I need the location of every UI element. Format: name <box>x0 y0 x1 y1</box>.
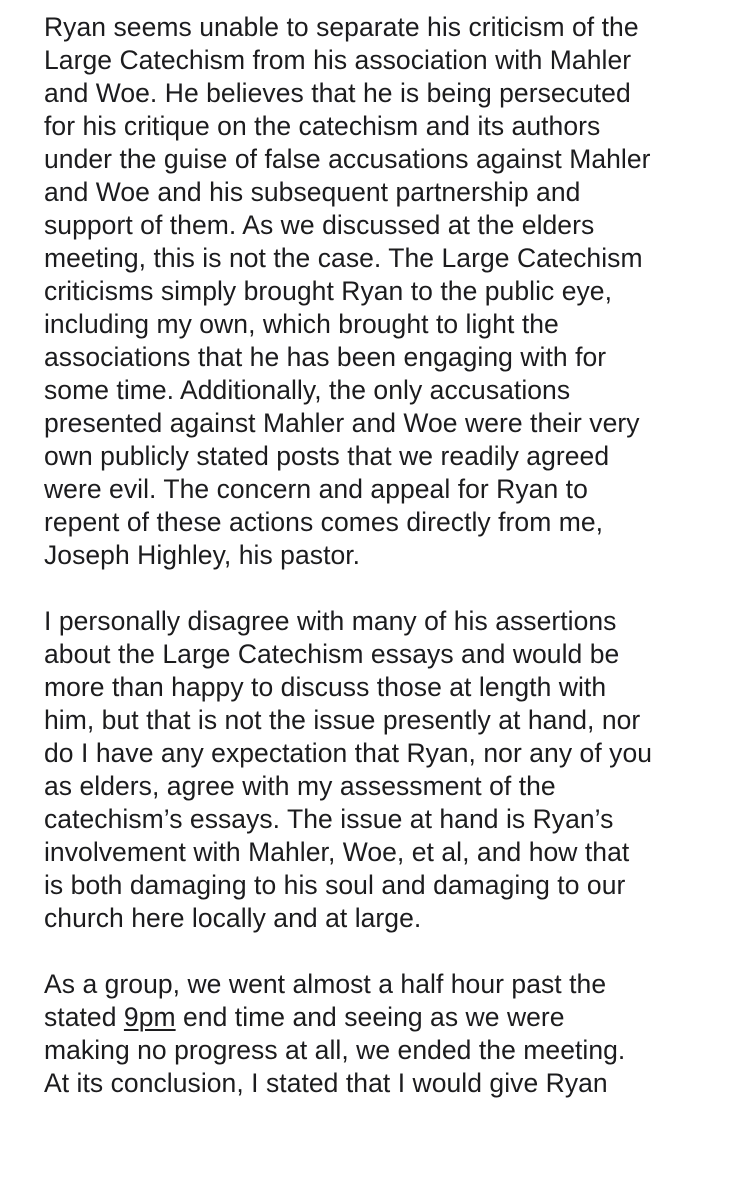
text-line: some time. Additionally, the only accusations <box>44 375 571 405</box>
text-line: making no progress at all, we ended the meeting. <box>44 1035 626 1065</box>
text-line: under the guise of false accusations against Mahler <box>44 144 651 174</box>
text-line: is both damaging to his soul and damaging to our <box>44 870 626 900</box>
text-line: for his critique on the catechism and its authors <box>44 111 601 141</box>
text-line: were evil. The concern and appeal for Ryan to <box>44 474 588 504</box>
text-line: him, but that is not the issue presently at hand, nor <box>44 705 641 735</box>
text-segment: end time and seeing as we were <box>175 1002 565 1032</box>
text-line: own publicly stated posts that we readily agreed <box>44 441 610 471</box>
text-line: meeting, this is not the case. The Large Catechism <box>44 243 643 273</box>
text-line: At its conclusion, I stated that I would give Ryan <box>44 1068 608 1098</box>
text-line: Ryan seems unable to separate his criticism of the <box>44 12 639 42</box>
text-line: involvement with Mahler, Woe, et al, and how that <box>44 837 630 867</box>
text-segment: stated <box>44 1002 124 1032</box>
text-line: do I have any expectation that Ryan, nor any of you <box>44 738 653 768</box>
text-line-with-link <box>44 1000 565 1034</box>
text-line: associations that he has been engaging with for <box>44 342 607 372</box>
text-line: more than happy to discuss those at length with <box>44 672 607 702</box>
text-line: presented against Mahler and Woe were their very <box>44 408 640 438</box>
text-line: As a group, we went almost a half hour past the <box>44 969 607 999</box>
text-line: Large Catechism from his association with Mahler <box>44 45 632 75</box>
text-line: I personally disagree with many of his assertions <box>44 606 617 636</box>
text-line: church here locally and at large. <box>44 903 422 933</box>
text-line: catechism’s essays. The issue at hand is Ryan’s <box>44 804 614 834</box>
time-link[interactable]: 9pm <box>123 1002 176 1032</box>
text-line: repent of these actions comes directly from me, <box>44 507 604 537</box>
text-line: criticisms simply brought Ryan to the public eye, <box>44 276 613 306</box>
text-line: Joseph Highley, his pastor. <box>44 540 361 570</box>
text-line: support of them. As we discussed at the elders <box>44 210 595 240</box>
text-line: about the Large Catechism essays and would be <box>44 639 620 669</box>
text-line: and Woe and his subsequent partnership and <box>44 177 581 207</box>
text-line: and Woe. He believes that he is being persecuted <box>44 78 631 108</box>
text-line: as elders, agree with my assessment of the <box>44 771 556 801</box>
text-line: including my own, which brought to light the <box>44 309 559 339</box>
